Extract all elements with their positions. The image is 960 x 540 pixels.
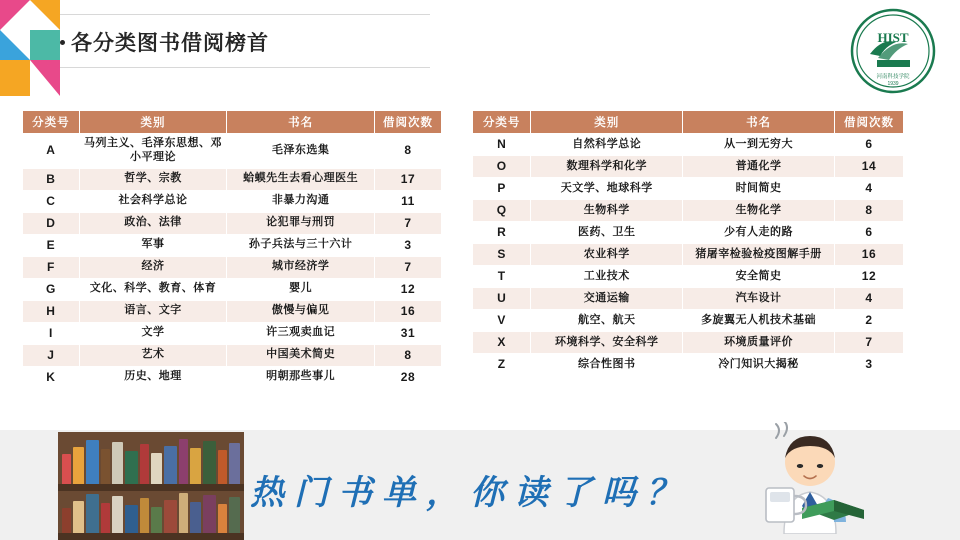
cell-count: 7: [374, 256, 441, 278]
title-divider-top: [60, 14, 430, 15]
bookshelf-row-top: [58, 438, 244, 484]
header-code: 分类号: [473, 111, 531, 134]
book-spine: [203, 495, 216, 536]
book-spine: [101, 449, 110, 484]
header-category: 类别: [79, 111, 227, 134]
cell-book: 论犯罪与刑罚: [227, 212, 375, 234]
cell-category: 马列主义、毛泽东思想、邓小平理论: [79, 134, 227, 169]
book-spine: [73, 447, 84, 484]
header-count: 借阅次数: [834, 111, 903, 134]
cell-book: 汽车设计: [683, 288, 835, 310]
cell-book: 傲慢与偏见: [227, 300, 375, 322]
cell-code: J: [23, 344, 80, 366]
table-row: [473, 244, 904, 266]
cell-count: 3: [834, 354, 903, 376]
cell-category: 交通运输: [531, 288, 683, 310]
cell-book: 孙子兵法与三十六计: [227, 234, 375, 256]
cell-count: 8: [374, 134, 441, 169]
cell-category: 综合性图书: [531, 354, 683, 376]
cell-category: 生物科学: [531, 200, 683, 222]
table-row: [23, 322, 442, 344]
cell-category: 文学: [79, 322, 227, 344]
left-table-body: [23, 134, 442, 389]
cell-category: 军事: [79, 234, 227, 256]
cell-category: 医药、卫生: [531, 222, 683, 244]
cell-code: B: [23, 168, 80, 190]
table-row: [23, 256, 442, 278]
cell-count: 28: [374, 366, 441, 388]
book-spine: [112, 442, 123, 484]
cell-book: 安全简史: [683, 266, 835, 288]
deco-square-teal: [30, 30, 60, 60]
cell-count: 12: [834, 266, 903, 288]
cell-code: P: [473, 178, 531, 200]
cell-book: 蛤蟆先生去看心理医生: [227, 168, 375, 190]
book-spine: [151, 453, 162, 484]
cell-count: 6: [834, 222, 903, 244]
corner-decoration-top-left: [0, 0, 60, 96]
table-row: [473, 266, 904, 288]
book-spine: [203, 441, 216, 484]
book-spine: [62, 454, 71, 484]
cell-code: X: [473, 332, 531, 354]
cell-book: 环境质量评价: [683, 332, 835, 354]
cell-book: 普通化学: [683, 156, 835, 178]
cell-category: 政治、法律: [79, 212, 227, 234]
cell-book: 生物化学: [683, 200, 835, 222]
table-row: [473, 332, 904, 354]
table-row: [23, 278, 442, 300]
cell-count: 6: [834, 134, 903, 156]
page-title-text: 各分类图书借阅榜首: [71, 32, 269, 55]
logo-icon: [850, 8, 936, 94]
cell-count: 3: [374, 234, 441, 256]
cell-count: 11: [374, 190, 441, 212]
cell-book: 城市经济学: [227, 256, 375, 278]
deco-square-orange: [0, 60, 30, 96]
book-spine: [125, 505, 138, 536]
table-row: [473, 222, 904, 244]
book-spine: [140, 498, 149, 536]
cell-category: 经济: [79, 256, 227, 278]
cell-category: 数理科学和化学: [531, 156, 683, 178]
book-spine: [86, 440, 99, 484]
cell-count: 8: [374, 344, 441, 366]
deco-triangle-orange: [30, 0, 60, 30]
shelf-plank: [58, 533, 244, 540]
table-row: [23, 366, 442, 388]
table-row: [23, 134, 442, 169]
bookshelf-row-bottom: [58, 490, 244, 536]
table-row: [23, 190, 442, 212]
table-row: [23, 234, 442, 256]
deco-triangle-blue: [0, 30, 30, 60]
cell-code: E: [23, 234, 80, 256]
page-title: [60, 27, 440, 57]
book-spine: [229, 443, 240, 484]
boy-reading-icon: [732, 422, 882, 534]
book-spine: [164, 500, 177, 536]
cell-count: 16: [834, 244, 903, 266]
cell-category: 社会科学总论: [79, 190, 227, 212]
cell-book: 中国美术简史: [227, 344, 375, 366]
cell-category: 自然科学总论: [531, 134, 683, 156]
table-row: [23, 300, 442, 322]
cell-code: S: [473, 244, 531, 266]
cell-count: 12: [374, 278, 441, 300]
cell-book: 明朝那些事儿: [227, 366, 375, 388]
book-spine: [151, 507, 162, 536]
book-spine: [125, 451, 138, 484]
bullet-icon: [60, 40, 65, 45]
cell-count: 8: [834, 200, 903, 222]
cell-code: K: [23, 366, 80, 388]
cell-code: A: [23, 134, 80, 169]
cell-code: R: [473, 222, 531, 244]
table-row: [473, 200, 904, 222]
footer-band: [0, 430, 960, 540]
book-spine: [179, 439, 188, 484]
cell-category: 艺术: [79, 344, 227, 366]
cell-count: 4: [834, 178, 903, 200]
cell-code: U: [473, 288, 531, 310]
cell-category: 哲学、宗教: [79, 168, 227, 190]
table-row: [473, 134, 904, 156]
table-header-row: [23, 111, 442, 134]
table-header-row: [473, 111, 904, 134]
cell-book: 少有人走的路: [683, 222, 835, 244]
cell-code: I: [23, 322, 80, 344]
cell-count: 2: [834, 310, 903, 332]
cell-count: 4: [834, 288, 903, 310]
cell-count: 7: [374, 212, 441, 234]
table-row: [23, 168, 442, 190]
book-spine: [229, 497, 240, 536]
cell-code: D: [23, 212, 80, 234]
cell-book: 婴儿: [227, 278, 375, 300]
table-row: [23, 212, 442, 234]
cell-count: 7: [834, 332, 903, 354]
book-spine: [218, 504, 227, 536]
book-spine: [190, 448, 201, 484]
cell-category: 历史、地理: [79, 366, 227, 388]
reading-boy-illustration: [732, 422, 882, 534]
cell-count: 14: [834, 156, 903, 178]
deco-triangle-pink: [0, 0, 30, 30]
cell-category: 天文学、地球科学: [531, 178, 683, 200]
header-count: 借阅次数: [374, 111, 441, 134]
book-spine: [218, 450, 227, 484]
bookshelf-image: [58, 432, 244, 540]
book-spine: [190, 502, 201, 536]
book-spine: [62, 508, 71, 536]
cell-code: H: [23, 300, 80, 322]
book-spine: [179, 493, 188, 536]
book-spine: [164, 446, 177, 484]
right-table-body: [473, 134, 904, 376]
table-row: [473, 310, 904, 332]
header-book: 书名: [227, 111, 375, 134]
right-ranking-table: [472, 110, 904, 376]
header-code: 分类号: [23, 111, 80, 134]
cell-book: 冷门知识大揭秘: [683, 354, 835, 376]
header-category: 类别: [531, 111, 683, 134]
cell-code: T: [473, 266, 531, 288]
svg-text:HIST: HIST: [877, 30, 909, 45]
cell-category: 航空、航天: [531, 310, 683, 332]
header-book: 书名: [683, 111, 835, 134]
table-row: [473, 156, 904, 178]
cell-count: 16: [374, 300, 441, 322]
cell-category: 语言、文字: [79, 300, 227, 322]
table-row: [23, 344, 442, 366]
cell-code: F: [23, 256, 80, 278]
cell-code: C: [23, 190, 80, 212]
cell-count: 17: [374, 168, 441, 190]
book-spine: [73, 501, 84, 536]
table-row: [473, 178, 904, 200]
cell-code: O: [473, 156, 531, 178]
cell-book: 多旋翼无人机技术基础: [683, 310, 835, 332]
book-spine: [101, 503, 110, 536]
svg-text:1939: 1939: [887, 81, 899, 87]
cell-code: N: [473, 134, 531, 156]
cell-code: Z: [473, 354, 531, 376]
table-row: [473, 288, 904, 310]
book-spine: [112, 496, 123, 536]
slogan-text: 热门书单，你读了吗？: [250, 475, 690, 512]
cell-book: 许三观卖血记: [227, 322, 375, 344]
left-ranking-table: [22, 110, 442, 389]
cell-count: 31: [374, 322, 441, 344]
book-spine: [86, 494, 99, 536]
title-divider-bottom: [60, 67, 430, 68]
cell-code: Q: [473, 200, 531, 222]
cell-category: 农业科学: [531, 244, 683, 266]
cell-category: 工业技术: [531, 266, 683, 288]
cell-category: 文化、科学、教育、体育: [79, 278, 227, 300]
cell-book: 猪屠宰检验检疫图解手册: [683, 244, 835, 266]
book-spine: [140, 444, 149, 484]
cell-book: 时间简史: [683, 178, 835, 200]
cell-book: 毛泽东选集: [227, 134, 375, 169]
cell-book: 从一到无穷大: [683, 134, 835, 156]
slide-title-block: [60, 14, 440, 68]
svg-text:河南科技学院: 河南科技学院: [876, 74, 910, 80]
university-logo: [850, 8, 936, 94]
cell-category: 环境科学、安全科学: [531, 332, 683, 354]
table-row: [473, 354, 904, 376]
cell-book: 非暴力沟通: [227, 190, 375, 212]
cell-code: G: [23, 278, 80, 300]
deco-triangle-magenta: [30, 60, 60, 96]
cell-code: V: [473, 310, 531, 332]
